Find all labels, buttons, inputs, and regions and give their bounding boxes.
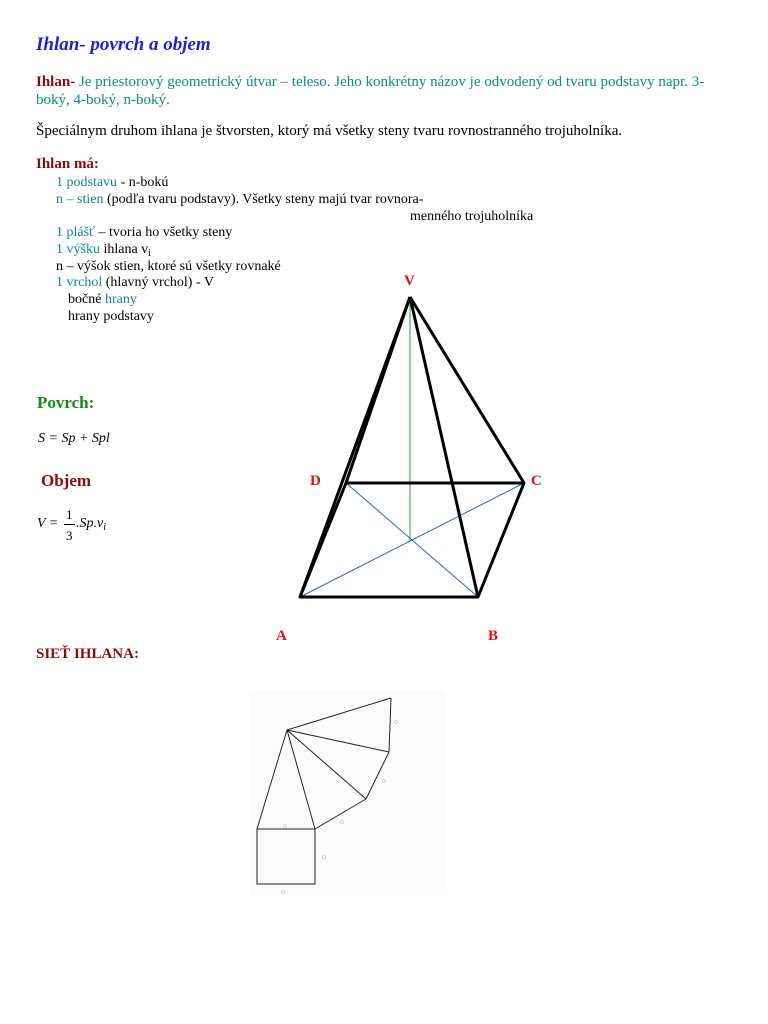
item-stien-text: (podľa tvaru podstavy). Všetky steny majú tvar rovnora- xyxy=(103,192,424,207)
vertex-label-c: C xyxy=(531,473,542,489)
objem-denominator: 3 xyxy=(66,528,73,543)
net-heading: SIEŤ IHLANA: xyxy=(36,646,139,662)
item-stien-key: n – stien xyxy=(56,192,104,207)
objem-numerator: 1 xyxy=(66,507,73,522)
item-vysku-key: 1 výšku xyxy=(56,242,100,257)
edge-vb xyxy=(410,297,478,597)
intro-text: Je priestorový geometrický útvar – teleso. Jeho konkrétny názov je odvodený od tvaru podstavy napr. 3-boký, 4-boký, n-boký. xyxy=(36,74,705,108)
item-plast-key: 1 plášť xyxy=(56,225,96,240)
objem-subscript: i xyxy=(103,522,106,533)
objem-heading: Objem xyxy=(41,471,92,490)
objem-lhs: V = xyxy=(37,516,59,531)
objem-rhs-text: .Sp.v xyxy=(76,516,104,531)
vertex-label-v: V xyxy=(404,273,415,289)
item-vysok: n – výšok stien, ktoré sú všetky rovnaké xyxy=(56,259,281,274)
item-hrany-podstavy: hrany podstavy xyxy=(68,309,154,324)
edge-vd xyxy=(346,297,410,483)
item-hrany-text: bočné xyxy=(68,292,105,307)
item-stien-continuation: menného trojuholníka xyxy=(410,209,534,224)
item-podstava-key: 1 podstavu xyxy=(56,175,118,190)
povrch-formula: S = Sp + Spl xyxy=(38,431,110,446)
item-plast-text: – tvoria ho všetky steny xyxy=(95,225,233,240)
edge-vc xyxy=(410,297,524,483)
item-hrany-key: hrany xyxy=(104,292,137,307)
item-vrchol-key: 1 vrchol xyxy=(56,275,103,290)
net-background xyxy=(250,690,445,895)
item-vysku-text: ihlana v xyxy=(99,242,149,257)
item-podstava-text: - n-bokú xyxy=(117,175,169,190)
diagonal-bd xyxy=(346,483,478,597)
intro-lead: Ihlan- xyxy=(36,74,76,90)
vertex-label-a: A xyxy=(276,628,287,644)
has-heading: Ihlan má: xyxy=(36,156,99,172)
item-vrchol-text: (hlavný vrchol) - V xyxy=(102,275,214,290)
povrch-heading: Povrch: xyxy=(37,393,95,412)
vertex-label-b: B xyxy=(488,628,499,644)
special-paragraph: Špeciálnym druhom ihlana je štvorsten, ktorý má všetky steny tvaru rovnostranného trojuholníka. xyxy=(36,123,623,139)
item-vysku-subscript: i xyxy=(148,248,151,259)
vertex-label-d: D xyxy=(310,473,321,489)
page-title: Ihlan- povrch a objem xyxy=(36,34,211,55)
